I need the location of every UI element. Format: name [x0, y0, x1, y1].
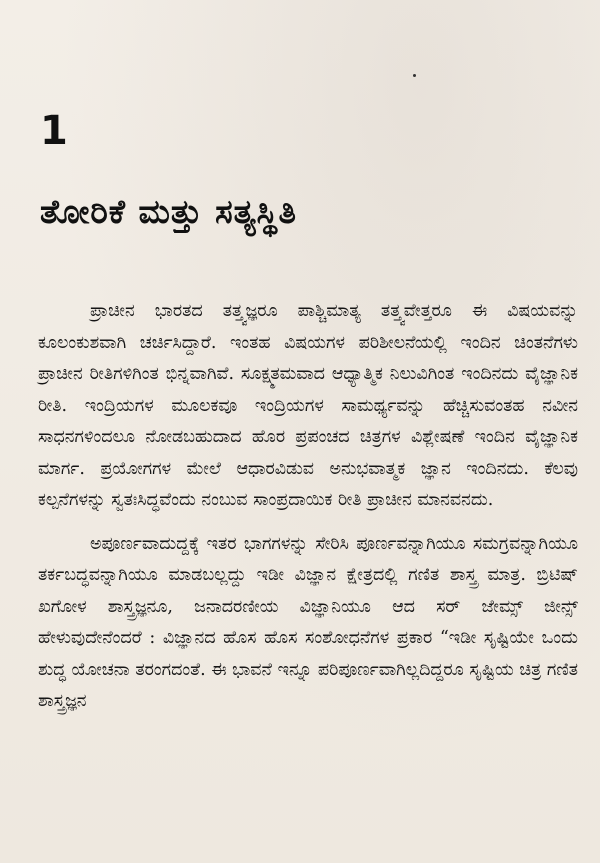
paragraph: ಪ್ರಾಚೀನ ಭಾರತದ ತತ್ತ್ವಜ್ಞರೂ ಪಾಶ್ಚಿಮಾತ್ಯ ತತ್ತ್ವವೇತ್ತರೂ ಈ ವಿಷಯವನ್ನು ಕೂಲಂಕುಶವಾಗಿ ಚರ್ಚಿಸಿದ್ದಾರೆ. ಇಂತಹ ವಿಷಯಗಳ ಪರಿಶೀಲನೆಯಲ್ಲಿ ಇಂದಿನ ಚಿಂತನೆಗಳು ಪ್ರಾಚೀನ ರೀತಿಗಳಿಗಿಂತ ಭಿನ್ನವಾಗಿವೆ. ಸೂಕ್ಷ್ಮತಮವಾದ ಆಧ್ಯಾತ್ಮಿಕ ನಿಲುವಿಗಿಂತ ಇಂದಿನದು ವೈಜ್ಞಾನಿಕ ರೀತಿ. ಇಂದ್ರಿಯಗಳ ಮೂಲಕವೂ ಇಂದ್ರಿಯಗಳ ಸಾಮರ್ಥ್ಯವನ್ನು ಹೆಚ್ಚಿಸುವಂತಹ ನವೀನ ಸಾಧನಗಳಿಂದಲೂ ನೋಡಬಹುದಾದ ಹೊರ ಪ್ರಪಂಚದ ಚಿತ್ರಗಳ ವಿಶ್ಲೇಷಣೆ ಇಂದಿನ ವೈಜ್ಞಾನಿಕ ಮಾರ್ಗ. ಪ್ರಯೋಗಗಳ ಮೇಲೆ ಆಧಾರವಿಡುವ ಅನುಭವಾತ್ಮಕ ಜ್ಞಾನ ಇಂದಿನದು. ಕೆಲವು ಕಲ್ಪನೆಗಳನ್ನು ಸ್ವತಃಸಿದ್ಧವೆಂದು ನಂಬುವ ಸಾಂಪ್ರದಾಯಿಕ ರೀತಿ ಪ್ರಾಚೀನ ಮಾನವನದು.: [38, 301, 578, 510]
chapter-title: ತೋರಿಕೆ ಮತ್ತು ಸತ್ಯಸ್ಥಿತಿ: [40, 192, 298, 231]
reverse-side-bleed-through: [60, 0, 580, 300]
paragraph: ಅಪೂರ್ಣವಾದುದ್ದಕ್ಕೆ ಇತರ ಭಾಗಗಳನ್ನು ಸೇರಿಸಿ ಪೂರ್ಣವನ್ನಾಗಿಯೂ ಸಮಗ್ರವನ್ನಾಗಿಯೂ ತರ್ಕಬದ್ಧವನ್ನಾಗಿಯೂ ಮಾಡಬಲ್ಲದ್ದು ಇಡೀ ವಿಜ್ಞಾನ ಕ್ಷೇತ್ರದಲ್ಲಿ ಗಣಿತ ಶಾಸ್ತ್ರ ಮಾತ್ರ. ಬ್ರಿಟಿಷ್ ಖಗೋಳ ಶಾಸ್ತ್ರಜ್ಞನೂ, ಜನಾದರಣೀಯ ವಿಜ್ಞಾನಿಯೂ ಆದ ಸರ್ ಜೇಮ್ಸ್ ಜೀನ್ಸ್ ಹೇಳುವುದೇನೆಂದರೆ : ವಿಜ್ಞಾನದ ಹೊಸ ಹೊಸ ಸಂಶೋಧನೆಗಳ ಪ್ರಕಾರ “ಇಡೀ ಸೃಷ್ಟಿಯೇ ಒಂದು ಶುದ್ಧ ಯೋಚನಾ ತರಂಗದಂತೆ. ಈ ಭಾವನೆ ಇನ್ನೂ ಪರಿಪೂರ್ಣವಾಗಿಲ್ಲದಿದ್ದರೂ ಸೃಷ್ಟಿಯ ಚಿತ್ರ ಗಣಿತ ಶಾಸ್ತ್ರಜ್ಞನ: [38, 533, 578, 711]
chapter-number: 1: [40, 108, 68, 154]
body-text: [38, 296, 578, 718]
ink-speck: [413, 74, 416, 77]
